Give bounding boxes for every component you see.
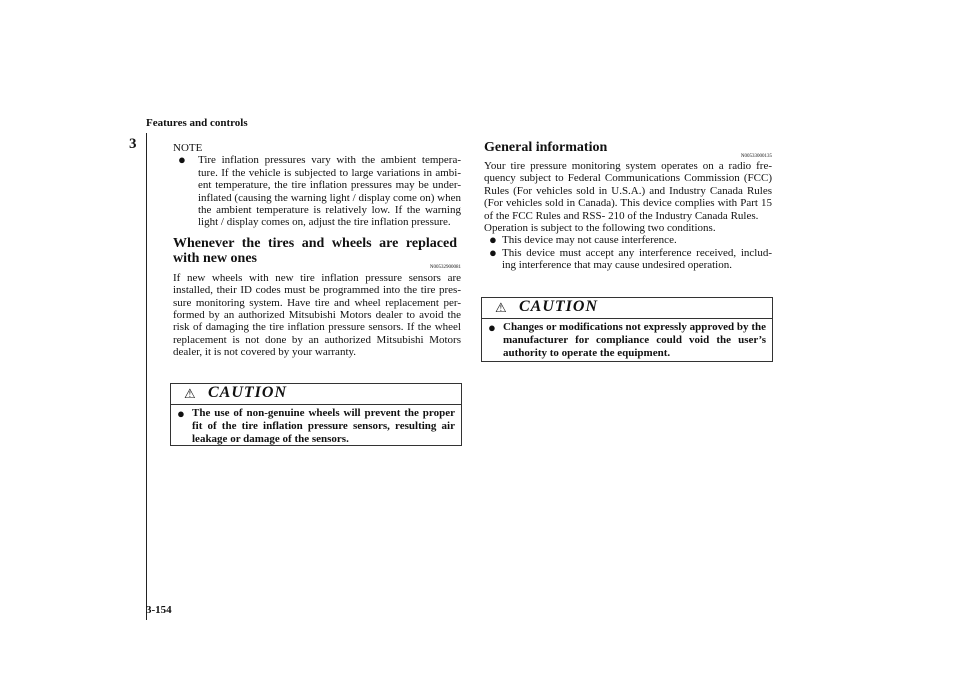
bullet-dot-icon: ● [178, 152, 186, 168]
warning-triangle-icon: ⚠ [495, 300, 507, 315]
condition-item [484, 244, 772, 272]
note-title: NOTE [173, 142, 203, 154]
section-header: Features and controls [146, 117, 248, 129]
body-paragraph: If new wheels with new tire inflation pressure sensors are installed, their ID codes must be programmed into the tire pres- sure monitoring system. Have tire and wheel replacement per- formed by an authorized Mitsubishi Motors dealer to avoid the risk of damaging the tire inflation pressure sensors. If the wheel replacement is not done by an authorized Mitsubishi Motors dealer, it is not covered by your warranty. [173, 271, 461, 359]
chapter-divider [146, 133, 147, 620]
caution-body [171, 405, 461, 452]
caution-title: CAUTION [208, 384, 288, 401]
body-paragraph: Your tire pressure monitoring system operates on a radio fre- quency subject to Federal Communications Commission (FCC) Rules (For vehicles sold in U.S.A.) and Industry Canada Rules (For vehicles sold in Canada). This device complies with Part 15 of the FCC Rules and RSS- 210 of the Industry Canada Rules. [484, 160, 772, 222]
bullet-dot-icon: ● [177, 406, 185, 421]
note-bullet [173, 154, 461, 228]
conditions-intro: Operation is subject to the following two conditions. [484, 222, 716, 235]
bullet-dot-icon: ● [488, 320, 496, 335]
caution-header [482, 298, 772, 319]
section-heading: General information [484, 140, 608, 155]
condition-text: This device must accept any interference received, includ- ing interference that may cause undesired operation. [502, 246, 772, 272]
note-bullet-text: Tire inflation pressures vary with the ambient tempera- ture. If the vehicle is subjected to large variations in ambi- ent temperature, the tire inflation pressures may be under- inflated (causing the warning light / display come on) when the ambient temperature is relatively low. If the warning light / display comes on, adjust the tire inflation pressure. [198, 154, 461, 229]
chapter-number: 3 [129, 136, 137, 152]
caution-title: CAUTION [519, 298, 599, 315]
left-column [173, 142, 461, 359]
bullet-dot-icon: ● [489, 244, 497, 260]
caution-bullet [488, 321, 766, 360]
caution-box [170, 383, 462, 446]
warning-triangle-icon: ⚠ [184, 386, 196, 401]
heading-code: N00532900081 [429, 264, 461, 270]
heading-code: N00533000135 [740, 154, 772, 159]
right-column [484, 140, 772, 272]
page-number: 3-154 [146, 604, 172, 616]
condition-text: This device may not cause interference. [502, 234, 677, 247]
caution-header [171, 384, 461, 405]
caution-body [482, 319, 772, 366]
bullet-dot-icon: ● [489, 232, 497, 248]
caution-text: Changes or modifications not expressly approved by the manufacturer for compliance could void the user’s authority to operate the equipment. [503, 321, 766, 359]
caution-bullet [177, 407, 455, 446]
condition-item [484, 234, 772, 246]
caution-text: The use of non-genuine wheels will prevent the proper fit of the tire inflation pressure sensors, resulting air leakage or damage of the sensors. [192, 407, 455, 445]
heading-row [173, 235, 461, 270]
heading-row [484, 140, 772, 159]
section-heading: Whenever the tires and wheels are replaced with new ones [173, 235, 457, 266]
caution-box [481, 297, 773, 362]
